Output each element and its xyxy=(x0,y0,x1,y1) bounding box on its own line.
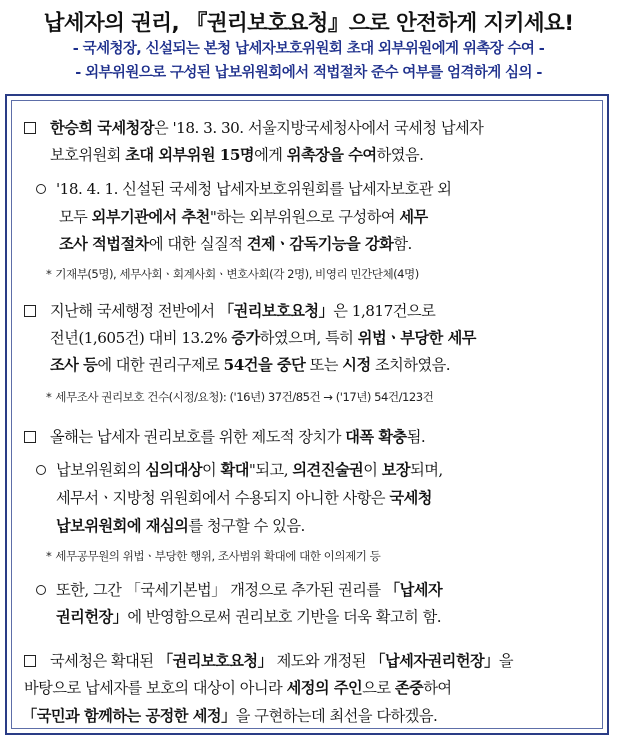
p3-sub-line-5: 권리헌장」에 반영함으로써 권리보호 기반을 더욱 확고히 함. xyxy=(56,608,442,626)
square-bullet-icon xyxy=(24,431,36,443)
p1-line-1: 한승희 국세청장은 '18. 3. 30. 서울지방국세청사에서 국세청 납세자 xyxy=(24,117,483,138)
square-bullet-icon xyxy=(24,655,36,667)
p2-footnote: * 세무조사 권리보호 건수(시정/요청): ('16년) 37건/85건 → ('17년) 54건/123건 xyxy=(46,390,434,404)
circle-bullet-icon xyxy=(36,465,46,475)
p3-footnote: * 세무공무원의 위법ㆍ부당한 행위, 조사범위 확대에 대한 이의제기 등 xyxy=(46,549,381,563)
p3-sub-line-3: 납보위원회에 재심의를 청구할 수 있음. xyxy=(56,517,305,535)
p1-sub-line-1: '18. 4. 1. 신설된 국세청 납세자보호위원회를 납세자보호관 외 xyxy=(36,178,451,199)
p1-sub-line-2: 모두 외부기관에서 추천"하는 외부위원으로 구성하여 세무 xyxy=(59,208,428,226)
p2-line-1: 지난해 국세행정 전반에서 「권리보호요청」은 1,817건으로 xyxy=(24,300,435,321)
p3-sub-line-2: 세무서ㆍ지방청 위원회에서 수용되지 아니한 사항은 국세청 xyxy=(56,489,432,507)
p2-line-2: 전년(1,605건) 대비 13.2% 증가하였으며, 특히 위법ㆍ부당한 세무 xyxy=(50,329,476,347)
circle-bullet-icon xyxy=(36,585,46,595)
subtitle-1: - 국세청장, 신설되는 본청 납세자보호위원회 초대 외부위원에게 위촉장 수여 - xyxy=(72,41,545,57)
p2-line-3: 조사 등에 대한 권리구제로 54건을 중단 또는 시정 조치하였음. xyxy=(50,356,451,374)
p1-line-2: 보호위원회 초대 외부위원 15명에게 위촉장을 수여하였음. xyxy=(50,146,424,164)
p1-sub-line-3: 조사 적법절차에 대한 실질적 견제ㆍ감독기능을 강화함. xyxy=(59,235,412,253)
square-bullet-icon xyxy=(24,122,36,134)
p4-line-2: 바탕으로 납세자를 보호의 대상이 아니라 세정의 주인으로 존중하여 xyxy=(24,679,452,697)
page-title: 납세자의 권리, 『권리보호요청』으로 안전하게 지키세요! xyxy=(43,11,574,36)
p3-sub-line-1: 납보위원회의 심의대상이 확대"되고, 의견진술권이 보장되며, xyxy=(36,459,443,480)
circle-bullet-icon xyxy=(36,184,46,194)
square-bullet-icon xyxy=(24,305,36,317)
p4-line-1: 국세청은 확대된 「권리보호요청」 제도와 개정된 「납세자권리헌장」을 xyxy=(24,650,513,671)
subtitle-2: - 외부위원으로 구성된 납보위원회에서 적법절차 준수 여부를 엄격하게 심의 - xyxy=(75,65,542,81)
p1-footnote: * 기재부(5명), 세무사회ㆍ회계사회ㆍ변호사회(각 2명), 비영리 민간단체(4명) xyxy=(46,267,419,281)
p3-line-1: 올해는 납세자 권리보호를 위한 제도적 장치가 대폭 확충됨. xyxy=(24,426,425,447)
p3-sub-line-4: 또한, 그간 「국세기본법」 개정으로 추가된 권리를 「납세자 xyxy=(36,579,442,600)
p4-line-3: 「국민과 함께하는 공정한 세정」을 구현하는데 최선을 다하겠음. xyxy=(22,707,438,725)
